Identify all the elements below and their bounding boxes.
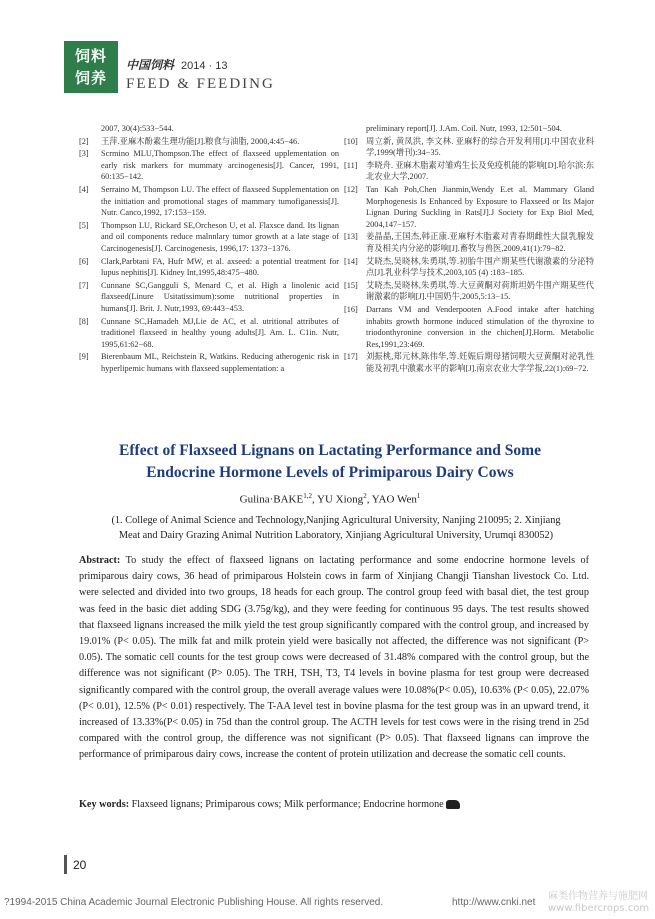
reference-item <box>344 256 594 279</box>
reference-item <box>79 148 339 183</box>
reference-text: 2007, 30(4):533−544. <box>101 124 174 133</box>
reference-number <box>79 123 101 135</box>
article-title <box>70 440 590 484</box>
logo-line2: 饲养 <box>74 69 107 87</box>
reference-item <box>344 160 594 183</box>
abstract-text: To study the effect of flaxseed lignans on lactating performance and some endocrine hormone levels of primiparous dairy cows, 36 head of primiparous Holstein cows in farm of Xinjiang Changji Tianshan livestock Co. Ltd. were selected and divided into two groups, 18 heads for each group. The control group feed with basal diet, the test group was feed in the basic diet adding SDG (3.75g/kg), and they were feeding for continuous 95 days. The test results showed that flaxseed lignans increased the milk yield the test group significantly compared with the control group, and increased by 19.01% (P< 0.05). The milk fat and milk protein yield were basically not affected, the difference was not significant (P> 0.05). The somatic cell counts for the test group cows were decreased of 31.48% compared with the control group, but the difference was not significant (P> 0.05). The TRH, TSH, T3, T4 levels in bovine plasma for test group were decreased significantly compared with the control group, the overall average values were 10.08%(P< 0.05), 10.63% (P< 0.05), 22.07% (P< 0.01), 12.5% (P< 0.01) respectively. The T-AA level test in bovine plasma for the test group was in an upward trend, it increased of 13.33%(P< 0.05) in 75d than the control group. The ACTH levels for test cows were in the rising trend in 25d compared with the control group, the difference was not significant (P> 0.05). That flaxseed lignans can improve the performance of primiparous dairy cows, increase the content of protein utilization and decrease the somatic cell counts. <box>79 555 589 761</box>
reference-number: [7] <box>79 280 89 290</box>
reference-number: [3] <box>79 149 89 159</box>
reference-number: [14] <box>344 256 358 266</box>
reference-number: [15] <box>344 280 358 290</box>
title-line2: Endocrine Hormone Levels of Primiparous Dairy Cows <box>146 464 514 481</box>
reference-text: 王萍.亚麻木酚素生理功能[J].粮食与油脂, 2000,4:45−46. <box>101 136 300 146</box>
authors <box>70 492 590 506</box>
reference-number: [13] <box>344 232 358 242</box>
author-separator: , <box>311 493 318 506</box>
watermark-line2: www.fibercrops.com <box>548 903 650 914</box>
author-3: YAO Wen <box>371 493 417 506</box>
reference-text: Bierenbaum ML, Reichstein R, Watkins. Reducing atherogenic risk in hyperlipemic humans with flaxseed supplementation: a <box>101 352 339 373</box>
reference-item <box>344 123 594 135</box>
reference-number: [17] <box>344 352 358 362</box>
reference-text: Darrans VM and Venderpooten A.Food intake after hatching inhabits growth hormone induced stimulation of the thyroxine to triodonthyronine conversion in the chichen[J].Horm. Metabolic Res,1991,23:469. <box>366 304 594 349</box>
reference-item <box>79 316 339 351</box>
reference-item <box>79 280 339 315</box>
author-separator: , <box>366 493 372 506</box>
reference-text: Clark,Parbtani FA, Hufr MW, et al. axseed: a potential treatment for lupus nephitis[J]. Kidney Int,1995,48:475−480. <box>101 256 339 278</box>
reference-item <box>344 231 594 254</box>
author-1-affil: 1,2 <box>303 492 312 500</box>
reference-text: Thompson LU, Rickard SE,Orcheson U, et al. Flaxsce dand. Its lignan and oil components reduce malnnlary tumor growth at a late stage of Carcinogenesis[J]. Carcinogenesis, 1996,17: 1373−1376. <box>101 220 339 253</box>
reference-number: [6] <box>79 256 89 266</box>
reference-text: Scrmino MLU,Thompson.The effect of flaxseed upplementation on early risk markers for mummaty arcinogenesis[J]. Cancer, 1991, 60:135−142. <box>101 149 339 182</box>
author-1: Gulina·BAKE <box>239 493 304 506</box>
copyright-text: ?1994-2015 China Academic Journal Electronic Publishing House. All rights reserved. <box>4 897 384 908</box>
keywords-label: Key words: <box>79 799 130 810</box>
journal-name-cn: 中国饲料 <box>126 58 175 72</box>
page-number-bar <box>64 855 67 874</box>
logo-line1: 饲料 <box>74 47 107 65</box>
reference-number: [8] <box>79 316 89 326</box>
reference-text: 周立新, 黄凤洪, 李文林. 亚麻籽的综合开发利用[J].中国农业科学,1999(增刊):34−35. <box>366 136 594 158</box>
journal-logo <box>64 41 118 93</box>
masthead <box>126 56 228 73</box>
reference-text: 姜晶晶,王国杰,韩正康.亚麻籽木脂素对青春期雌性大鼠乳腺发育及相关内分泌的影响[J].畜牧与兽医,2009,41(1):79−82. <box>366 232 594 253</box>
page-number: 20 <box>73 858 87 872</box>
reference-item <box>344 136 594 159</box>
reference-text: preliminary report[J]. J.Am. Coil. Nutr, 1993, 12:501−504. <box>366 124 562 133</box>
reference-text: 艾晓杰,吴晓林,朱勇琪,等.大豆黄酮对荷斯坦奶牛围产期某些代谢激素的影响[J].中国奶牛,2005,5:13−15. <box>366 280 594 302</box>
references-right-column <box>344 123 594 375</box>
footer <box>0 891 655 919</box>
reference-text: Cunnane SC,Gangguli S, Menard C, et al. High a linolenic acid flaxseed(Linure Usitatissimum):some nutritional properties in humans[J]. Brit. J. Nutr,1993, 69:443−453. <box>101 280 339 313</box>
reference-number: [5] <box>79 220 89 230</box>
cow-icon <box>446 800 460 809</box>
watermark-line1: 麻类作物营养与施肥网 <box>548 891 648 902</box>
reference-text: Serraino M, Thompson LU. The effect of flaxseed Supplementation on the initiation and promotional stages of mammary tumofiganessis[J]. Nutr. Canco,1992, 17:153−159. <box>101 184 339 218</box>
cnki-link[interactable]: http://www.cnki.net <box>452 897 536 908</box>
author-2: YU Xiong <box>317 493 364 506</box>
reference-number: [4] <box>79 184 89 194</box>
reference-item <box>79 184 339 219</box>
references-left-column <box>79 123 339 375</box>
reference-number: [9] <box>79 352 89 362</box>
keywords-text: Flaxseed lignans; Primiparous cows; Milk performance; Endocrine hormone <box>129 799 444 810</box>
author-2-affil: 2 <box>363 492 367 500</box>
reference-item <box>79 136 339 148</box>
reference-number <box>344 123 366 135</box>
reference-number: [10] <box>344 136 358 146</box>
reference-item <box>79 220 339 255</box>
reference-item <box>344 184 594 230</box>
reference-item <box>344 304 594 350</box>
affiliation: (1. College of Animal Science and Technology,Nanjing Agricultural University, Nanjing 210095; 2. Xinjiang Meat and Dairy Grazing Animal Nutrition Laboratory, Xinjiang Agricultural University, Urumqi 830052) <box>111 515 561 541</box>
reference-text: Cunnane SC,Hamadeh MJ,Lie de AC, et al. utritional attributes of traditionel flaxseed in healthy young adults[J]. Am. L. C1in. Nutr, 1995,61:62−68. <box>101 316 339 349</box>
reference-item <box>344 280 594 303</box>
reference-number: [16] <box>344 304 358 314</box>
reference-text: 刘振桃,郑元林,陈伟华,等.妊娠后期母猪饲喂大豆黄酮对泌乳性能及初乳中激素水平的影响[J].南京农业大学学报,22(1):69−72. <box>366 352 594 373</box>
reference-number: [12] <box>344 184 358 194</box>
author-3-affil: 1 <box>416 492 421 500</box>
title-line1: Effect of Flaxseed Lignans on Lactating Performance and Some <box>119 442 541 459</box>
reference-text: Tan Kah Poh,Chen Jianmin,Wendy E.et al. Mammary Gland Morphogenesis Is Enhanced by Exposure to Flaxseed or Its Major Lignan During Suckling in Rats[J].J Society for Exp Biol Med, 2004,147−157. <box>366 184 594 229</box>
keywords <box>79 798 589 812</box>
reference-number: [11] <box>344 160 358 170</box>
reference-item <box>79 123 339 135</box>
abstract-label: Abstract: <box>79 555 121 566</box>
reference-number: [2] <box>79 136 89 146</box>
reference-item <box>79 351 339 374</box>
reference-text: 李晓舟. 亚麻木脂素对雏鸡生长及免疫机能的影响[D].哈尔滨:东北农业大学,2007. <box>366 160 594 182</box>
abstract <box>79 553 589 764</box>
reference-item <box>79 256 339 279</box>
issue-number: 2014 · 13 <box>181 60 228 72</box>
journal-name-en: FEED & FEEDING <box>126 76 275 92</box>
reference-text: 艾晓杰,吴晓林,朱勇琪,等.初胎牛围产期某些代谢激素的分泌特点[J].乳业科学与技术,2003,105 (4) :183−185. <box>366 256 594 278</box>
reference-item <box>344 351 594 374</box>
watermark <box>548 891 649 915</box>
